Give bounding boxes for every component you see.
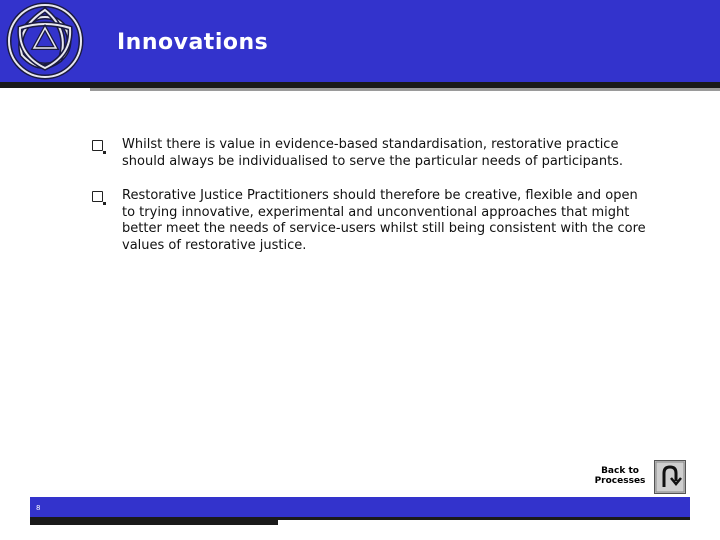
slide-number: 8 bbox=[36, 504, 41, 512]
bullet-list bbox=[92, 137, 652, 272]
back-button[interactable] bbox=[654, 460, 686, 494]
bullet-item bbox=[92, 137, 652, 170]
checkbox-bullet-icon bbox=[92, 191, 103, 202]
bullet-item bbox=[92, 188, 652, 254]
back-to-processes-link[interactable] bbox=[590, 466, 650, 486]
bullet-text: Restorative Justice Practitioners should therefore be creative, flexible and open to trying innovative, experimental and unconventional approaches that might better meet the needs of service-users whilst still being consistent with the core values of restorative justice. bbox=[122, 188, 646, 253]
slide-title: Innovations bbox=[117, 30, 269, 55]
back-label-line2: Processes bbox=[594, 476, 646, 486]
header-divider-shadow bbox=[90, 88, 720, 91]
footer-bar bbox=[30, 497, 690, 517]
celtic-knot-logo bbox=[0, 0, 90, 82]
header-bar bbox=[0, 0, 720, 82]
checkbox-bullet-icon bbox=[92, 140, 103, 151]
footer-progress-line bbox=[30, 520, 278, 525]
bullet-text: Whilst there is value in evidence-based standardisation, restorative practice should always be individualised to serve the particular needs of participants. bbox=[122, 137, 624, 169]
back-label-line1: Back to bbox=[601, 466, 639, 476]
u-turn-arrow-icon bbox=[655, 461, 685, 493]
